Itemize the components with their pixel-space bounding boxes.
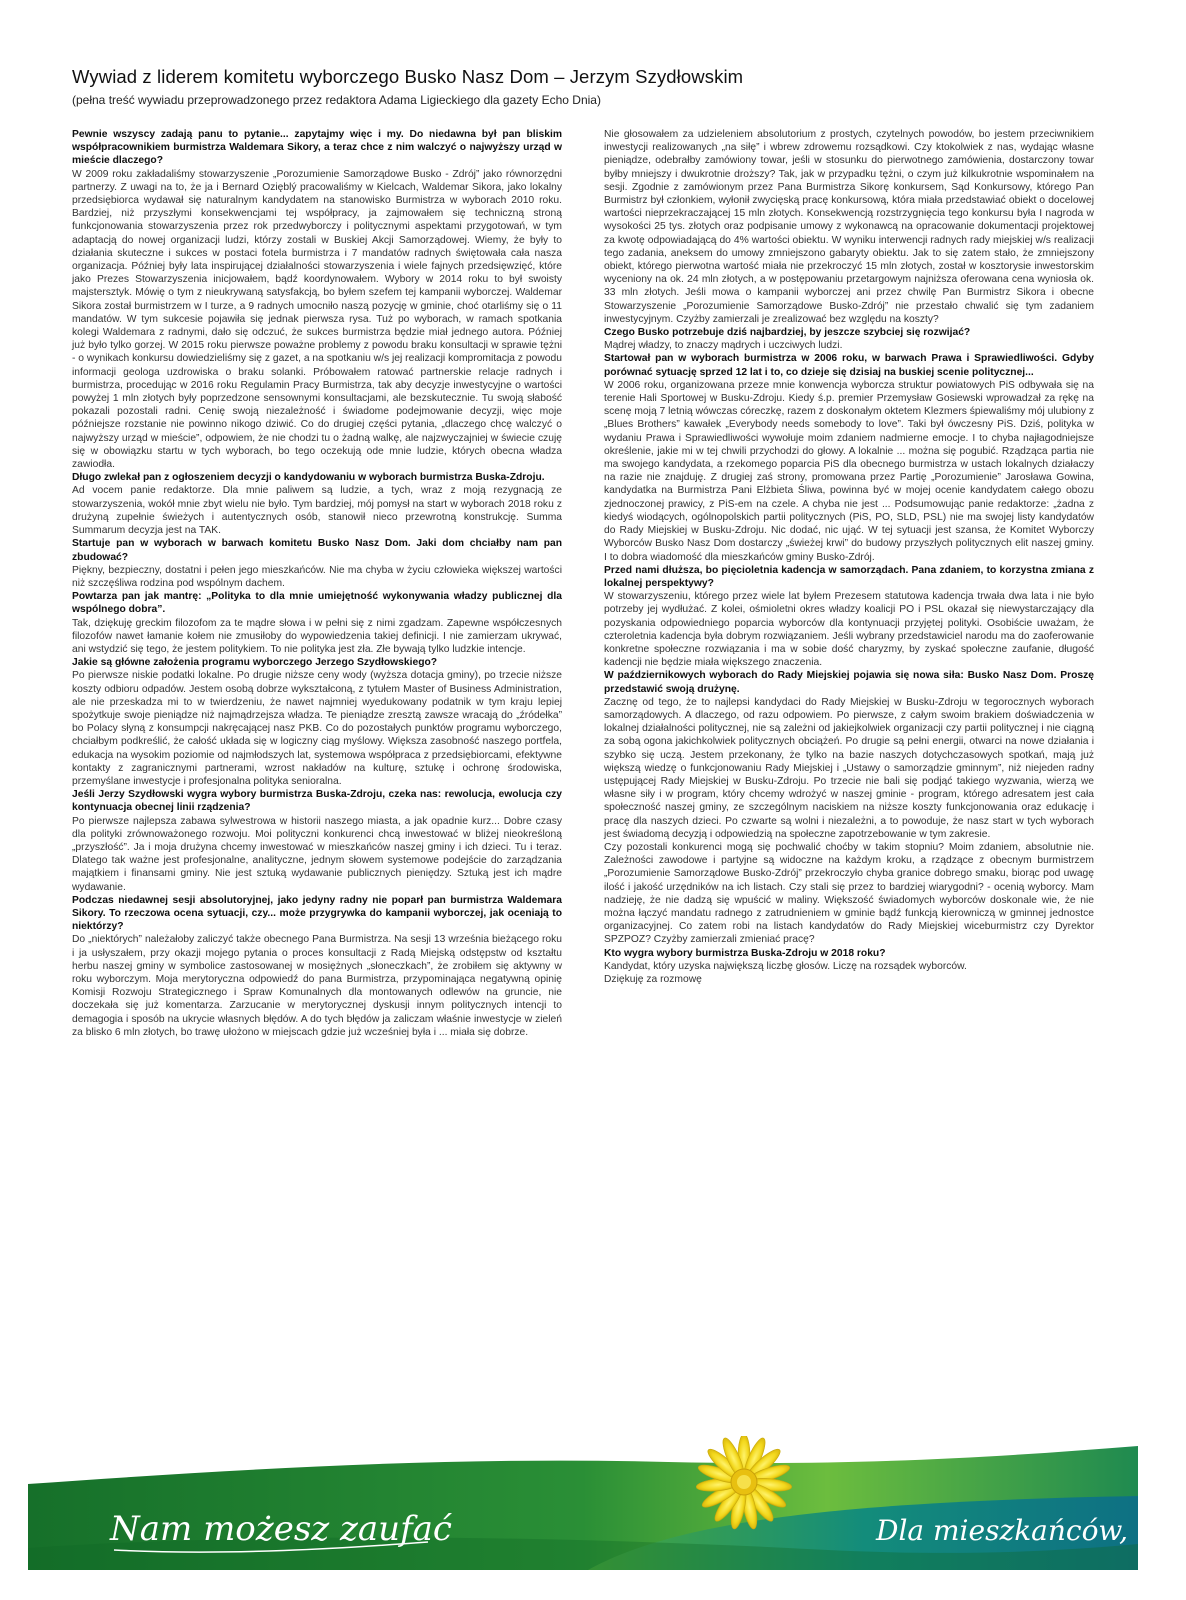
article-subtitle: (pełna treść wywiadu przeprowadzonego przez redaktora Adama Ligieckiego dla gazety Echo Dnia) <box>72 93 601 107</box>
interview-answer: W stowarzyszeniu, którego przez wiele lat byłem Prezesem statutowa kadencja trwała dwa lata i nie było potrzeby jej wydłużać. Z kolei, ośmioletni okres władzy koalicji PO i PSL okazał się niewystarczający dla pozyskania odpowiedniego poparcia wyborców dla kontynuacji przyjętej polityki. Osobiście uważam, że czteroletnia kadencja była dobrym rozwiązaniem. Jeśli wybrany przedstawiciel narodu ma do zaoferowanie konkretne społeczne rozwiązania i ma w sobie dość charyzmy, by zyskać społeczne zaufanie, długość kadencji nie będzie miała większego znaczenia. <box>604 591 1094 669</box>
article-header <box>72 66 1132 107</box>
interview-answer: Tak, dziękuję greckim filozofom za te mądre słowa i w pełni się z nimi zgadzam. Zapewne współczesnych filozofów nawet łamanie kołem nie zmusiłoby do wypowiedzenia takiej definicji. I nie zamierzam ukrywać, ani wstydzić się tego, że jestem politykiem. To nie polityka jest zła. Złe bywają tylko ludzkie intencje. <box>72 617 562 655</box>
interview-question: Długo zwlekał pan z ogłoszeniem decyzji o kandydowaniu w wyborach burmistrza Buska-Zdroju. <box>72 472 545 484</box>
interview-question: Jeśli Jerzy Szydłowski wygra wybory burmistrza Buska-Zdroju, czeka nas: rewolucja, ewolucja czy kontynuacja obecnej linii rządzenia? <box>72 789 562 814</box>
interview-answer: Czy pozostali konkurenci mogą się pochwalić choćby w takim stopniu? Moim zdaniem, absolutnie nie. Zależności zawodowe i partyjne są widoczne na każdym kroku, a rządzące z obecnym burmistrzem „Porozumienie Samorządowe Busko-Zdrój” przekroczyło chyba granice dobrego smaku, biorąc pod uwagę ilość i jakość urzędników na ich listach. Czy stali się przez to bardziej wiarygodni? - ocenią wyborcy. Mam nadzieję, że nie dadzą się wpuścić w maliny. Większość świadomych wyborców doskonale wie, że nie można łączyć mandatu radnego z zatrudnieniem w gminie bądź funkcją kierowniczą w gminnej jednostce organizacyjnej. Co zatem robi na listach kandydatów do Rady Miejskiej wiceburmistrz czy Dyrektor SPZPOZ? Czyżby zamierzali zmieniać pracę? <box>604 841 1094 946</box>
interview-question: Startował pan w wyborach burmistrza w 2006 roku, w barwach Prawa i Sprawiedliwości. Gdyby porównać sytuację sprzed 12 lat i to, co dzieje się dzisiaj na buskiej scenie politycznej... <box>604 353 1094 378</box>
interview-question: Jakie są główne założenia programu wyborczego Jerzego Szydłowskiego? <box>72 657 438 669</box>
slogan-left: Nam możesz zaufać <box>110 1509 452 1549</box>
interview-question: Pewnie wszyscy zadają panu to pytanie... zapytajmy więc i my. Do niedawna był pan bliskim współpracownikiem burmistrza Waldemara Sikory, a teraz chce z nim walczyć o najwyższy urząd w mieście dlaczego? <box>72 129 562 167</box>
interview-question: Powtarza pan jak mantrę: „Polityka to dla mnie umiejętność wykonywania władzy publicznej dla wspólnego dobra”. <box>72 591 562 616</box>
interview-answer: Do „niektórych” należałoby zaliczyć także obecnego Pana Burmistrza. Na sesji 13 września bieżącego roku i ja usłyszałem, przy okazji mojego pytania o proces konsultacji z Radą Miejską odstępstw od kształtu herbu naszej gminy w symbolice zastosowanej w mosiężnych „słoneczkach”, że zrobiłem się aktywny w roku wyborczym. Moja merytoryczna odpowiedź do pana Burmistrza, przypominająca negatywną opinię Komisji Rozwoju Strategicznego i Spraw Komunalnych dla montowanych odlewów na gruncie, nie doczekała się już komentarza. Zarzucanie w merytorycznej dyskusji innym politycznych intencji to demagogia i sposób na ukrycie własnych błędów. A do tych błędów ja zaliczam właśnie inwestycje w zieleń za blisko 6 mln złotych, bo trawę ułożono w miejscach gdzie już wcześniej była i ... miała się dobrze. <box>72 934 562 1038</box>
interview-answer: Zacznę od tego, że to najlepsi kandydaci do Rady Miejskiej w Busku-Zdroju w tegorocznych wyborach samorządowych. A dlaczego, od razu odpowiem. Po pierwsze, z całym swoim brakiem doświadczenia w lokalnej działalności politycznej, nie są zależni od jakiejkolwiek organizacji czy partii politycznej i nie ciągną za sobą ogona jakichkolwiek politycznych obciążeń. Po drugie są pełni energii, otwarci na nowe działania i szybko się uczą. Jestem przekonany, że tylko na bazie naszych dotychczasowych spotkań, mają już większą wiedzę o funkcjonowaniu Rady Miejskiej i „Ustawy o samorządzie gminnym”, niż niejeden radny ustępującej Rady Miejskiej w Busku-Zdroju. Po trzecie nie bali się podjąć takiego wyzwania, wierzą we własne siły i w program, który chcemy wdrożyć w naszej gminie - program, którego adresatem jest cała społeczność naszej gminy, ze szczególnym naciskiem na niższe koszty funkcjonowania oraz edukację i pracę dla naszych dzieci. Po czwarte są wolni i niezależni, a to powoduje, że nasz start w tych wyborach jest świadomą decyzją i odpowiedzią na społeczne zapotrzebowanie w tym zakresie. <box>604 696 1094 840</box>
footer-banner <box>28 1436 1138 1570</box>
interview-answer: Piękny, bezpieczny, dostatni i pełen jego mieszkańców. Nie ma chyba w życiu człowieka większej wartości niż szczęśliwa rodzina pod wspólnym dachem. <box>72 564 562 589</box>
interview-answer: W 2006 roku, organizowana przeze mnie konwencja wyborcza struktur powiatowych PiS odbywała się na terenie Hali Sportowej w Busku-Zdroju. Kiedy ś.p. premier Przemysław Gosiewski wprowadzał za rękę na scenę moją 7 letnią wówczas córeczkę, razem z doskonałym oktetem Klezmers śpiewaliśmy mój ulubiony z „Blues Brothers” kawałek „Everybody needs somebody to love”. Taki był ówczesny PiS. Dziś, polityka w wydaniu Prawa i Sprawiedliwości wywołuje moim zdaniem nadmierne emocje. I to chyba najłagodniejsze określenie, jakie mi w tej chwili przychodzi do głowy. A lokalnie ... można się pogubić. Rządząca partia nie ma swojego kandydata, a rzekomego poparcia PiS dla obecnego burmistrza w ustach lokalnych działaczy na razie nie znajduję. Z drugiej zaś strony, promowana przez Partię „Porozumienie” Jarosława Gowina, kandydatka na Burmistrza Pani Elżbieta Śliwa, powinna być w mojej ocenie kandydatem całego obozu zjednoczonej prawicy, z PiS-em na czele. A chyba nie jest ... Podsumowując panie redaktorze: „żadna z kiedyś wiodących, ogólnopolskich partii politycznych (PiS, PO, SLD, PSL) nie ma swojej listy kandydatów do Rady Miejskiej w Busku-Zdroju. Nic dodać, nic ująć. W tej sytuacji jest szansa, że Komitet Wyborczy Wyborców Busko Nasz Dom dostarczy „świeżej krwi” do budowy przyszłych politycznych elit naszej gminy. I to dobra wiadomość dla mieszkańców gminy Busko-Zdrój. <box>604 379 1094 563</box>
interview-answer: Po pierwsze niskie podatki lokalne. Po drugie niższe ceny wody (wyższa dotacja gminy), po trzecie niższe koszty odbioru odpadów. Jestem osobą dobrze wykształconą, z tytułem Master of Business Administration, ale nie przeskadza mi to w twierdzeniu, że nawet najmniej wyedukowany podatnik w tym kraju lepiej spożytkuje swoje pieniądze niż najmądrzejsza władza. Te pieniądze zresztą zawsze wracają do „źródełka” bo Polacy słyną z konsumpcji nakręcającej nasz PKB. Co do pozostałych punktów programu wyborczego, chciałbym podkreślić, że całość układa się w logiczny ciąg myślowy. Większa zasobność naszego portfela, edukacja na wysokim poziomie od najmłodszych lat, systemowa współpraca z przedsiębiorcami, efektywne kontakty z zagranicznymi partnerami, wzrost nakładów na kulturę, sztukę i ochronę środowiska, przemyślane inwestycje i profesjonalna polityka senioralna. <box>72 670 562 787</box>
interview-answer: Po pierwsze najlepsza zabawa sylwestrowa w historii naszego miasta, a jak opadnie kurz... Dobre czasy dla polityki zrównoważonego rozwoju. Moi polityczni konkurenci chcą inwestować w bliżej nieokreśloną „przyszłość”. Ja i moja drużyna chcemy inwestować w mieszkańców naszej gminy i ich dzieci. Tu i teraz. Dlatego tak ważne jest profesjonalne, analityczne, jednym słowem systemowe podejście do zarządzania majątkiem i finansami gminy. Nie jest sztuką wydawanie publicznych pieniędzy. Sztuką jest ich mądre wydawanie. <box>72 815 562 893</box>
interview-answer: Ad vocem panie redaktorze. Dla mnie paliwem są ludzie, a tych, wraz z moją rezygnacją ze stowarzyszenia, wokół mnie zbyt wielu nie było. Tym bardziej, mój pomysł na start w wyborach 2018 roku z drużyną zupełnie świeżych i autentycznych osób, stanowił nieco przewrotną konstrukcję. Summa Summarum decyzja jest na TAK. <box>72 485 562 537</box>
slogan-right: Dla mieszkańców, <box>876 1514 1128 1547</box>
interview-answer: W 2009 roku zakładaliśmy stowarzyszenie „Porozumienie Samorządowe Busko - Zdrój” jako równorzędni partnerzy. Z uwagi na to, że ja i Bernard Ozięblý pracowaliśmy w Kielcach, Waldemar Sikora, jako lokalny przedsiębiorca wydawał się naturalnym kandydatem na stanowisko Burmistrza w wyborach 2010 roku. Bardziej, niż przyszłymi konsekwencjami tej współpracy, ja zajmowałem się techniczną stroną funkcjonowania stowarzyszenia przez rok przedwyborczy i politycznymi aspektami przygotowań, w tym adaptacją do nowej organizacji ludzi, którzy zostali w Buskiej Akcji Samorządowej. Wiemy, że były to działania skuteczne i sukces w postaci fotela burmistrza i 7 mandatów radnych świętowała cała nasza organizacja. Później były lata inspirującej działalności stowarzyszenia i wiele fajnych przedsięwzięć, które jako Prezes Stowarzyszenia inicjowałem, bądź koordynowałem. Wybory w 2014 roku to był swoisty majstersztyk. Mówię o tym z nieukrywaną satysfakcją, bo byłem szefem tej kampanii wyborczej. Waldemar Sikora został burmistrzem w I turze, a 9 radnych umocniło naszą pozycję w gminie, choć otarliśmy się o 11 mandatów. W tym sukcesie pojawiła się jednak pierwsza rysa. Tuż po wyborach, w ramach spotkania kolegi Waldemara z radnymi, dało się odczuć, że sukces burmistrza będzie miał jednego autora. Później już było tylko gorzej. W 2015 roku pierwsze poważne problemy z powodu braku konsultacji w sprawie tężni - o wynikach konkursu dowiedzieliśmy się z gazet, a na spotkaniu w/s jej realizacji kompromitacja z powodu informacji geologa uzdrowiska o braku solanki. Próbowałem ratować partnerskie relacje radnych i burmistrza, procedując w 2016 roku Regulamin Pracy Burmistrza, tak aby decyzje inwestycyjne o wartości powyżej 1 mln złotych były poprzedzone sensownymi konsultacjami, ale bezskutecznie. Tu swoją słabość pokazali pozostali radni. Cenię swoją niezależność i świadome podejmowanie decyzji, więc moje późniejsze rozstanie nie powinno nikogo dziwić. Co do drugiej części pytania, „dlaczego chcę walczyć o najwyższy urząd w mieście”, odpowiem, że nie chodzi tu o żadną walkę, ale najzwyczajniej w świecie czuję się w obowiązku startu w tych wyborach, bo tego oczekują ode mnie ludzie, których obecna władza zawiodła. <box>72 168 562 471</box>
left-column <box>72 128 562 1039</box>
interview-answer: Kandydat, który uzyska największą liczbę głosów. Liczę na rozsądek wyborców. <box>604 960 967 972</box>
interview-question: Startuje pan w wyborach w barwach komitetu Busko Nasz Dom. Jaki dom chciałby nam pan zbudować? <box>72 538 562 563</box>
article-title: Wywiad z liderem komitetu wyborczego Busko Nasz Dom – Jerzym Szydłowskim <box>72 66 744 87</box>
interview-answer: Dziękuję za rozmowę <box>604 974 702 985</box>
interview-question: Podczas niedawnej sesji absolutoryjnej, jako jedyny radny nie poparł pan burmistrza Waldemara Sikory. To rzeczowa ocena sytuacji, czy... może przygrywka do kampanii wyborczej, jak oceniają to niektórzy? <box>72 894 562 933</box>
footer-graphic <box>28 1436 1138 1570</box>
interview-question: Przed nami dłuższa, bo pięcioletnia kadencja w samorządach. Pana zdaniem, to korzystna zmiana z lokalnej perspektywy? <box>604 564 1094 589</box>
interview-question: Kto wygra wybory burmistrza Buska-Zdroju w 2018 roku? <box>604 947 886 959</box>
interview-answer: Nie głosowałem za udzieleniem absolutorium z prostych, czytelnych powodów, bo jestem przeciwnikiem inwestycji realizowanych „na siłę” i wbrew zdrowemu rozsądkowi. Czy ktokolwiek z nas, wydając własne pieniądze, odebrałby zamówiony towar, jeśli w stosunku do pierwotnego zamówienia, dostarczony towar byłby mniejszy i dwukrotnie droższy? Tak, jak w przypadku tężni, o czym już kilkukrotnie wspominałem na sesji. Zgodnie z zamówionym przez Pana Burmistrza Sikorę konkursem, Sąd Konkursowy, którego Pan Burmistrz był członkiem, wyłonił zwycięską pracę konkursową, która miała przedstawiać obiekt o docelowej wartości nieprzekraczającej 15 mln złotych. Konsekwencją rozstrzygnięcia tego konkursu była I nagroda w wysokości 25 tys. złotych oraz podpisanie umowy z wykonawcą na opracowanie dokumentacji projektowej za kwotę odpowiadającą do 4% wartości obiektu. W wyniku interwencji radnych rady miejskiej w/s realizacji tego zadania, aneksem do umowy zmniejszono gabaryty obiektu. Jak to się zatem stało, że zmniejszony obiekt, którego pierwotna wartość miała nie przekroczyć 15 mln złotych, został w kosztorysie inwestorskim wyceniony na ok. 24 mln złotych, a w postępowaniu przetargowym najniższa oferowana cena wyniosła ok. 33 mln złotych. Jeśli mowa o kampanii wyborczej ani przez chwilę Pan Burmistrz Sikora i obecne Stowarzyszenie „Porozumienie Samorządowe Busko-Zdrój” nie przestało chwalić się tym zadaniem inwestycyjnym. Czyżby zamierzali je zrealizować bez względu na koszty? <box>604 129 1094 325</box>
interview-answer: Mądrej władzy, to znaczy mądrych i uczciwych ludzi. <box>604 340 843 352</box>
right-column <box>604 128 1094 986</box>
interview-question: Czego Busko potrzebuje dziś najbardziej, by jeszcze szybciej się rozwijać? <box>604 327 971 339</box>
interview-question: W październikowych wyborach do Rady Miejskiej pojawia się nowa siła: Busko Nasz Dom. Proszę przedstawić swoją drużynę. <box>604 670 1094 695</box>
